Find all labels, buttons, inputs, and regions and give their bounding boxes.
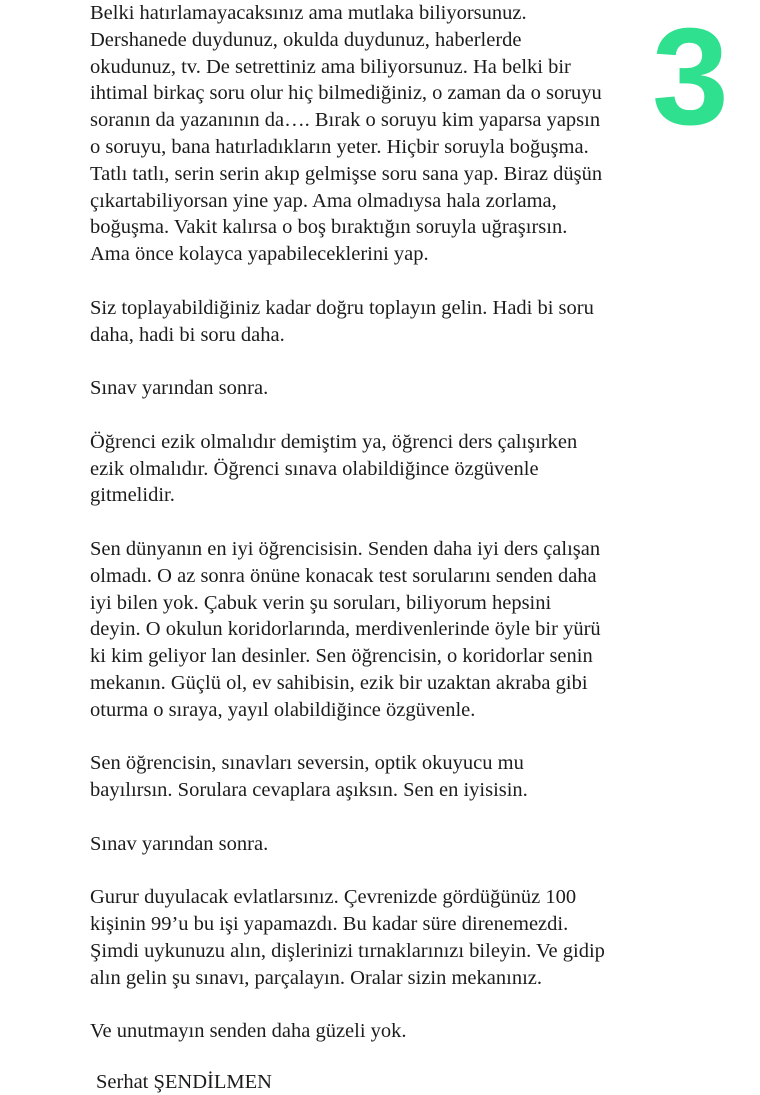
text-line: gitmelidir.	[90, 484, 175, 507]
text-line: Öğrenci ezik olmalıdır demiştim ya, öğrenci ders çalışırken	[90, 430, 578, 453]
paragraph	[90, 884, 690, 991]
text-line: Sınav yarından sonra.	[90, 832, 269, 855]
body-text	[90, 0, 690, 1072]
text-line: Sen öğrencisin, sınavları seversin, optik okuyucu mu	[90, 752, 524, 775]
text-line: Belki hatırlamayacaksınız ama mutlaka biliyorsunuz.	[90, 2, 527, 24]
text-line: Siz toplayabildiğiniz kadar doğru toplayın gelin. Hadi bi soru	[90, 296, 594, 319]
text-line: Gurur duyulacak evlatlarsınız. Çevrenizde gördüğünüz 100	[90, 886, 577, 909]
text-line: çıkartabiliyorsan yine yap. Ama olmadıysa hala zorlama,	[90, 189, 557, 212]
paragraph	[90, 750, 690, 804]
page-number: 3	[652, 0, 729, 154]
text-line: ihtimal birkaç soru olur hiç bilmediğiniz, o zaman da o soruyu	[90, 82, 602, 105]
paragraph	[90, 375, 690, 402]
paragraph	[90, 429, 690, 509]
paragraph	[90, 295, 690, 349]
text-line: oturma o sıraya, yayıl olabildiğince özgüvenle.	[90, 698, 476, 721]
text-line: o soruyu, bana hatırladıkların yeter. Hiçbir soruyla boğuşma.	[90, 135, 589, 158]
text-line: Ve unutmayın senden daha güzeli yok.	[90, 1020, 407, 1043]
text-line: Sen dünyanın en iyi öğrencisisin. Senden daha iyi ders çalışan	[90, 537, 601, 560]
text-line: daha, hadi bi soru daha.	[90, 323, 285, 346]
text-line: soranın da yazanının da…. Bırak o soruyu kim yaparsa yapsın	[90, 109, 601, 132]
text-line: mekanın. Güçlü ol, ev sahibisin, ezik bir uzaktan akraba gibi	[90, 671, 588, 694]
text-line: ki kim geliyor lan desinler. Sen öğrencisin, o koridorlar senin	[90, 645, 593, 668]
text-line: alın gelin şu sınavı, parçalayın. Oralar sizin mekanınız.	[90, 966, 542, 989]
text-line: Sınav yarından sonra.	[90, 377, 269, 400]
text-line: Tatlı tatlı, serin serin akıp gelmişse soru sana yap. Biraz düşün	[90, 162, 603, 185]
text-line: Şimdi uykunuzu alın, dişlerinizi tırnaklarınızı bileyin. Ve gidip	[90, 939, 605, 962]
paragraph	[90, 1018, 690, 1045]
text-line: iyi bilen yok. Çabuk verin şu soruları, biliyorum hepsini	[90, 591, 552, 614]
paragraph	[90, 0, 690, 268]
text-line: deyin. O okulun koridorlarında, merdivenlerinde öyle bir yürü	[90, 618, 601, 641]
text-line: boğuşma. Vakit kalırsa o boş bıraktığın soruyla uğraşırsın.	[90, 216, 568, 239]
text-line: olmadı. O az sonra önüne konacak test sorularını senden daha	[90, 564, 597, 587]
text-line: Ama önce kolayca yapabileceklerini yap.	[90, 243, 429, 266]
author-signature: Serhat ŞENDİLMEN	[96, 1071, 272, 1093]
text-line: bayılırsın. Sorulara cevaplara aşıksın. Sen en iyisisin.	[90, 779, 528, 802]
paragraph	[90, 831, 690, 858]
text-line: kişinin 99’u bu işi yapamazdı. Bu kadar süre direnemezdi.	[90, 913, 569, 936]
text-line: Dershanede duydunuz, okulda duydunuz, haberlerde	[90, 28, 522, 51]
text-line: okudunuz, tv. De setrettiniz ama biliyorsunuz. Ha belki bir	[90, 55, 571, 78]
paragraph	[90, 536, 690, 724]
text-line: ezik olmalıdır. Öğrenci sınava olabildiğince özgüvenle	[90, 457, 539, 480]
